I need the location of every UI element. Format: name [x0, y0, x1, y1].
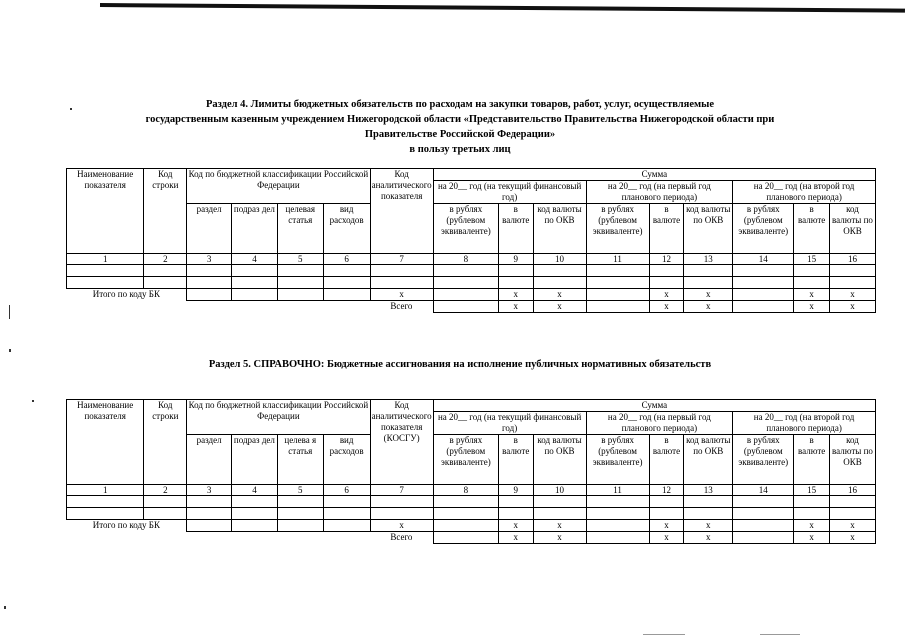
header-podrazdel: подраз дел: [232, 204, 278, 254]
section4-title-line: Раздел 4. Лимиты бюджетных обязательств по расходам на закупки товаров, работ, услуг, осуществляемые: [205, 99, 715, 110]
table-row: [67, 277, 876, 289]
cell: [533, 508, 586, 520]
cell: [649, 265, 684, 277]
cell: [67, 496, 144, 508]
x-mark: х: [498, 532, 533, 544]
header-sum: Сумма: [433, 400, 875, 412]
cell: [187, 508, 232, 520]
column-numbers-row: [67, 254, 876, 265]
x-mark: х: [684, 520, 733, 532]
cell: [433, 277, 498, 289]
cell: [498, 496, 533, 508]
cell: [733, 532, 794, 544]
header-bk: Код по бюджетной классификации Российской Федерации: [187, 400, 370, 435]
column-numbers-row: [67, 485, 876, 496]
col-num: 15: [794, 485, 830, 496]
cell: [67, 277, 144, 289]
spacer: [67, 532, 371, 544]
col-num: 4: [232, 485, 278, 496]
x-mark: х: [829, 289, 875, 301]
col-num: 1: [67, 254, 144, 265]
col-num: 12: [649, 485, 684, 496]
cell: [684, 265, 733, 277]
cell: [433, 508, 498, 520]
header-okv: код валюты по ОКВ: [829, 204, 875, 254]
header-year-current: на 20__ год (на текущий финансовый год): [433, 181, 586, 204]
col-num: 10: [533, 485, 586, 496]
col-num: 4: [232, 254, 278, 265]
col-num: 14: [733, 485, 794, 496]
header-val: в валюте: [794, 435, 830, 485]
cell: [498, 508, 533, 520]
section4-title-line: государственным казенным учреждением Нижегородской области «Представительство Правительства Нижегородской области при: [145, 114, 775, 125]
vsego-label: Всего: [390, 301, 413, 311]
x-mark: х: [498, 289, 533, 301]
x-mark: х: [649, 301, 684, 313]
header-okv: код валюты по ОКВ: [684, 204, 733, 254]
itogo-label: Итого по коду БК: [92, 289, 160, 299]
cell: [144, 496, 187, 508]
cell: [370, 508, 433, 520]
cell: [67, 508, 144, 520]
col-num: 11: [586, 485, 649, 496]
cell: [733, 496, 794, 508]
cell: [649, 496, 684, 508]
cell: [829, 508, 875, 520]
col-num: 6: [323, 485, 370, 496]
x-mark: х: [829, 301, 875, 313]
header-name: Наименование показателя: [67, 400, 144, 485]
cell: [277, 277, 323, 289]
header-val: в валюте: [794, 204, 830, 254]
header-statya: целевая статья: [277, 204, 323, 254]
itogo-label: Итого по коду БК: [92, 520, 160, 530]
cell: [370, 265, 433, 277]
col-num: 5: [277, 485, 323, 496]
spacer: [67, 301, 371, 313]
col-num: 5: [277, 254, 323, 265]
header-year-plan1: на 20__ год (на первый год планового периода): [586, 181, 733, 204]
col-num: 14: [733, 254, 794, 265]
cell: [232, 520, 278, 532]
cell: [67, 265, 144, 277]
scan-speck: [4, 606, 6, 609]
cell: [829, 277, 875, 289]
section4-title: [60, 97, 860, 157]
scan-speck: [32, 400, 34, 402]
cell: [370, 496, 433, 508]
header-rub: в рублях (рублевом эквиваленте): [733, 435, 794, 485]
col-num: 2: [144, 485, 187, 496]
cell: [829, 265, 875, 277]
table-row: [67, 508, 876, 520]
header-year-current: на 20__ год (на текущий финансовый год): [433, 412, 586, 435]
cell: [144, 277, 187, 289]
cell: [533, 496, 586, 508]
cell: [586, 520, 649, 532]
scan-speck: [9, 305, 10, 319]
cell: [498, 277, 533, 289]
cell: [794, 508, 830, 520]
cell: [187, 277, 232, 289]
cell: [733, 265, 794, 277]
cell: [586, 277, 649, 289]
cell: [232, 265, 278, 277]
cell: [586, 508, 649, 520]
cell: [187, 265, 232, 277]
cell: [323, 289, 370, 301]
header-analytic-code: Код аналитического показателя (КОСГУ): [370, 400, 433, 485]
col-num: 7: [370, 254, 433, 265]
header-line-code: Код строки: [144, 400, 187, 485]
col-num: 13: [684, 485, 733, 496]
header-okv: код валюты по ОКВ: [684, 435, 733, 485]
col-num: 3: [187, 485, 232, 496]
header-line-code: Код строки: [144, 169, 187, 254]
col-num: 2: [144, 254, 187, 265]
cell: [533, 265, 586, 277]
col-num: 16: [829, 485, 875, 496]
vsego-row: [67, 532, 876, 544]
cell: [232, 508, 278, 520]
cell: [277, 496, 323, 508]
cell: [323, 520, 370, 532]
x-mark: х: [370, 289, 433, 301]
cell: [684, 277, 733, 289]
section5-table: [66, 399, 876, 544]
cell: [649, 508, 684, 520]
x-mark: х: [829, 532, 875, 544]
section5-title: [60, 357, 860, 372]
cell: [277, 265, 323, 277]
cell: [277, 508, 323, 520]
cell: [433, 496, 498, 508]
cell: [586, 289, 649, 301]
header-podrazdel: подраз дел: [232, 435, 278, 485]
x-mark: х: [498, 520, 533, 532]
header-val: в валюте: [649, 204, 684, 254]
cell: [433, 301, 498, 313]
cell: [649, 277, 684, 289]
header-vid: вид расходов: [323, 435, 370, 485]
header-okv: код валюты по ОКВ: [533, 435, 586, 485]
section4-title-line: Правительстве Российской Федерации»: [364, 129, 556, 140]
x-mark: х: [684, 301, 733, 313]
x-mark: х: [533, 532, 586, 544]
col-num: 6: [323, 254, 370, 265]
col-num: 3: [187, 254, 232, 265]
x-mark: х: [649, 532, 684, 544]
x-mark: х: [794, 289, 830, 301]
section4-title-line: в пользу третьих лиц: [409, 144, 511, 155]
col-num: 16: [829, 254, 875, 265]
cell: [794, 277, 830, 289]
cell: [187, 496, 232, 508]
cell: [733, 277, 794, 289]
x-mark: х: [533, 301, 586, 313]
header-name: Наименование показателя: [67, 169, 144, 254]
x-mark: х: [829, 520, 875, 532]
table-row: [67, 496, 876, 508]
x-mark: х: [794, 520, 830, 532]
itogo-row: [67, 520, 876, 532]
cell: [144, 508, 187, 520]
cell: [323, 265, 370, 277]
header-razdel: раздел: [187, 435, 232, 485]
x-mark: х: [533, 520, 586, 532]
header-rub: в рублях (рублевом эквиваленте): [433, 204, 498, 254]
x-mark: х: [649, 289, 684, 301]
cell: [586, 496, 649, 508]
header-year-plan2: на 20__ год (на второй год планового периода): [733, 412, 876, 435]
x-mark: х: [649, 520, 684, 532]
vsego-row: [67, 301, 876, 313]
header-sum: Сумма: [433, 169, 875, 181]
scan-speck: [70, 108, 72, 110]
cell: [733, 508, 794, 520]
cell: [370, 277, 433, 289]
cell: [323, 496, 370, 508]
header-rub: в рублях (рублевом эквиваленте): [586, 435, 649, 485]
col-num: 13: [684, 254, 733, 265]
x-mark: х: [684, 289, 733, 301]
cell: [586, 532, 649, 544]
x-mark: х: [794, 532, 830, 544]
header-analytic-code: Код аналитического показателя: [370, 169, 433, 254]
x-mark: х: [794, 301, 830, 313]
header-rub: в рублях (рублевом эквиваленте): [433, 435, 498, 485]
header-bk: Код по бюджетной классификации Российской Федерации: [187, 169, 370, 204]
cell: [187, 289, 232, 301]
header-val: в валюте: [649, 435, 684, 485]
col-num: 8: [433, 485, 498, 496]
x-mark: х: [370, 520, 433, 532]
cell: [277, 289, 323, 301]
cell: [684, 508, 733, 520]
col-num: 10: [533, 254, 586, 265]
section4-table: [66, 168, 876, 313]
header-okv: код валюты по ОКВ: [533, 204, 586, 254]
cell: [323, 277, 370, 289]
x-mark: х: [498, 301, 533, 313]
header-val: в валюте: [498, 204, 533, 254]
cell: [794, 496, 830, 508]
cell: [232, 277, 278, 289]
header-razdel: раздел: [187, 204, 232, 254]
col-num: 7: [370, 485, 433, 496]
cell: [533, 277, 586, 289]
cell: [684, 496, 733, 508]
section5-title-line: Раздел 5. СПРАВОЧНО: Бюджетные ассигнования на исполнение публичных нормативных обязательств: [208, 359, 712, 370]
cell: [323, 508, 370, 520]
cell: [433, 289, 498, 301]
cell: [144, 265, 187, 277]
cell: [829, 496, 875, 508]
col-num: 15: [794, 254, 830, 265]
cell: [733, 520, 794, 532]
itogo-row: [67, 289, 876, 301]
vsego-label: Всего: [390, 532, 413, 542]
header-year-plan1: на 20__ год (на первый год планового периода): [586, 412, 733, 435]
cell: [433, 265, 498, 277]
header-vid: вид расходов: [323, 204, 370, 254]
col-num: 1: [67, 485, 144, 496]
cell: [187, 520, 232, 532]
cell: [232, 496, 278, 508]
x-mark: х: [684, 532, 733, 544]
cell: [586, 265, 649, 277]
cell: [586, 301, 649, 313]
table-row: [67, 265, 876, 277]
scan-line: [643, 634, 685, 635]
header-rub: в рублях (рублевом эквиваленте): [586, 204, 649, 254]
cell: [733, 301, 794, 313]
cell: [433, 520, 498, 532]
col-num: 12: [649, 254, 684, 265]
cell: [498, 265, 533, 277]
header-statya: целева я статья: [277, 435, 323, 485]
col-num: 11: [586, 254, 649, 265]
col-num: 8: [433, 254, 498, 265]
header-year-plan2: на 20__ год (на второй год планового периода): [733, 181, 876, 204]
scan-speck: [9, 349, 11, 352]
col-num: 9: [498, 254, 533, 265]
cell: [794, 265, 830, 277]
scan-line: [760, 634, 800, 635]
header-rub: в рублях (рублевом эквиваленте): [733, 204, 794, 254]
header-val: в валюте: [498, 435, 533, 485]
top-scan-border: [100, 3, 905, 13]
cell: [277, 520, 323, 532]
col-num: 9: [498, 485, 533, 496]
header-okv: код валюты по ОКВ: [829, 435, 875, 485]
cell: [733, 289, 794, 301]
cell: [232, 289, 278, 301]
cell: [433, 532, 498, 544]
x-mark: х: [533, 289, 586, 301]
